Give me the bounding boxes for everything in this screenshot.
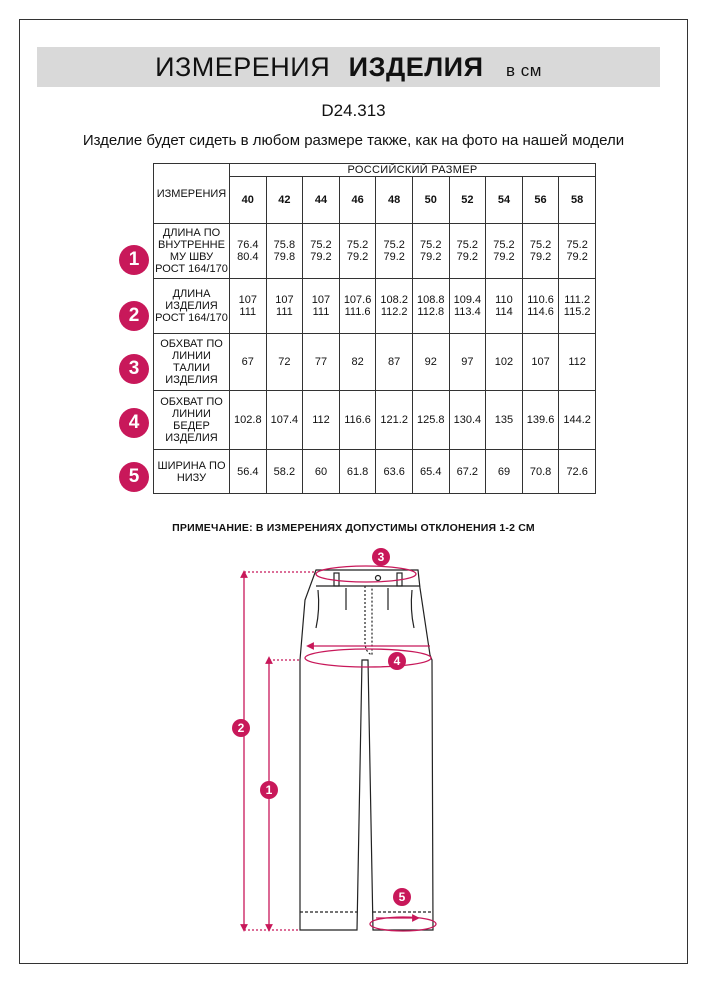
table-cell: 107 111 (303, 279, 340, 334)
table-row (154, 224, 596, 279)
table-cell: 75.2 79.2 (559, 224, 596, 279)
size-header-44: 44 (303, 177, 340, 224)
table-cell: 144.2 (559, 391, 596, 450)
table-cell: 121.2 (376, 391, 413, 450)
table-cell: 75.8 79.8 (266, 224, 303, 279)
table-cell: 97 (449, 334, 486, 391)
table-cell: 61.8 (339, 450, 376, 494)
fit-subtitle: Изделие будет сидеть в любом размере также, как на фото на нашей модели (82, 132, 625, 149)
measurement-lines (244, 566, 436, 931)
product-code: D24.313 (321, 101, 386, 120)
row-badge-3: 3 (119, 354, 149, 384)
row-label: ДЛИНА ПО ВНУТРЕННЕ МУ ШВУ РОСТ 164/170 (154, 224, 230, 279)
size-group-header: РОССИЙСКИЙ РАЗМЕР (230, 164, 596, 177)
table-cell: 75.2 79.2 (522, 224, 559, 279)
size-header-42: 42 (266, 177, 303, 224)
row-label: ОБХВАТ ПО ЛИНИИ ТАЛИИ ИЗДЕЛИЯ (154, 334, 230, 391)
svg-text:4: 4 (393, 654, 401, 668)
size-header-54: 54 (486, 177, 523, 224)
table-corner-label: ИЗМЕРЕНИЯ (154, 164, 230, 224)
table-cell: 125.8 (412, 391, 449, 450)
table-cell: 56.4 (230, 450, 267, 494)
size-header-46: 46 (339, 177, 376, 224)
tolerance-note: ПРИМЕЧАНИЕ: В ИЗМЕРЕНИЯХ ДОПУСТИМЫ ОТКЛОНЕНИЯ 1-2 СМ (172, 522, 535, 534)
row-label: ОБХВАТ ПО ЛИНИИ БЕДЕР ИЗДЕЛИЯ (154, 391, 230, 450)
svg-text:5: 5 (398, 890, 406, 904)
table-cell: 63.6 (376, 450, 413, 494)
table-cell: 130.4 (449, 391, 486, 450)
table-cell: 107 111 (266, 279, 303, 334)
table-cell: 109.4 113.4 (449, 279, 486, 334)
size-header-56: 56 (522, 177, 559, 224)
table-cell: 75.2 79.2 (412, 224, 449, 279)
svg-text:2: 2 (237, 721, 245, 735)
title-measurements: ИЗМЕРЕНИЯ (155, 52, 331, 82)
table-cell: 69 (486, 450, 523, 494)
table-cell: 102.8 (230, 391, 267, 450)
table-cell: 112 (559, 334, 596, 391)
table-cell: 76.4 80.4 (230, 224, 267, 279)
table-cell: 75.2 79.2 (449, 224, 486, 279)
table-cell: 60 (303, 450, 340, 494)
table-row (154, 450, 596, 494)
table-cell: 87 (376, 334, 413, 391)
table-row (154, 391, 596, 450)
diagram-marker-1 (260, 781, 278, 799)
table-cell: 67 (230, 334, 267, 391)
diagram-markers (232, 548, 411, 906)
table-cell: 75.2 79.2 (303, 224, 340, 279)
row-label: ШИРИНА ПО НИЗУ (154, 450, 230, 494)
svg-text:1: 1 (265, 783, 273, 797)
size-table (153, 163, 596, 494)
diagram-marker-3 (372, 548, 390, 566)
table-cell: 107.6 111.6 (339, 279, 376, 334)
table-cell: 72 (266, 334, 303, 391)
row-badge-5: 5 (119, 462, 149, 492)
title-unit: в см (505, 61, 542, 80)
title-product: ИЗДЕЛИЯ (348, 52, 484, 82)
row-badge-2: 2 (119, 301, 149, 331)
table-cell: 107.4 (266, 391, 303, 450)
diagram-marker-5 (393, 888, 411, 906)
row-badge-4: 4 (119, 408, 149, 438)
row-label: ДЛИНА ИЗДЕЛИЯ РОСТ 164/170 (154, 279, 230, 334)
table-cell: 112 (303, 391, 340, 450)
table-cell: 102 (486, 334, 523, 391)
table-cell: 108.2 112.2 (376, 279, 413, 334)
table-cell: 75.2 79.2 (339, 224, 376, 279)
table-cell: 77 (303, 334, 340, 391)
diagram-marker-4 (388, 652, 406, 670)
title-band (37, 47, 660, 87)
table-cell: 135 (486, 391, 523, 450)
svg-text:3: 3 (377, 550, 385, 564)
pants-diagram (0, 540, 707, 960)
table-cell: 82 (339, 334, 376, 391)
table-cell: 107 111 (230, 279, 267, 334)
table-cell: 110.6 114.6 (522, 279, 559, 334)
table-cell: 108.8 112.8 (412, 279, 449, 334)
table-cell: 139.6 (522, 391, 559, 450)
table-row (154, 279, 596, 334)
table-cell: 67.2 (449, 450, 486, 494)
table-cell: 65.4 (412, 450, 449, 494)
diagram-marker-2 (232, 719, 250, 737)
pants-outline (300, 570, 433, 930)
table-cell: 107 (522, 334, 559, 391)
size-header-52: 52 (449, 177, 486, 224)
table-cell: 70.8 (522, 450, 559, 494)
table-cell: 111.2 115.2 (559, 279, 596, 334)
size-header-40: 40 (230, 177, 267, 224)
table-cell: 72.6 (559, 450, 596, 494)
size-header-58: 58 (559, 177, 596, 224)
table-cell: 75.2 79.2 (376, 224, 413, 279)
table-cell: 58.2 (266, 450, 303, 494)
table-row (154, 334, 596, 391)
row-badge-1: 1 (119, 245, 149, 275)
size-header-50: 50 (412, 177, 449, 224)
table-cell: 116.6 (339, 391, 376, 450)
table-cell: 75.2 79.2 (486, 224, 523, 279)
table-cell: 92 (412, 334, 449, 391)
size-header-48: 48 (376, 177, 413, 224)
table-cell: 110 114 (486, 279, 523, 334)
